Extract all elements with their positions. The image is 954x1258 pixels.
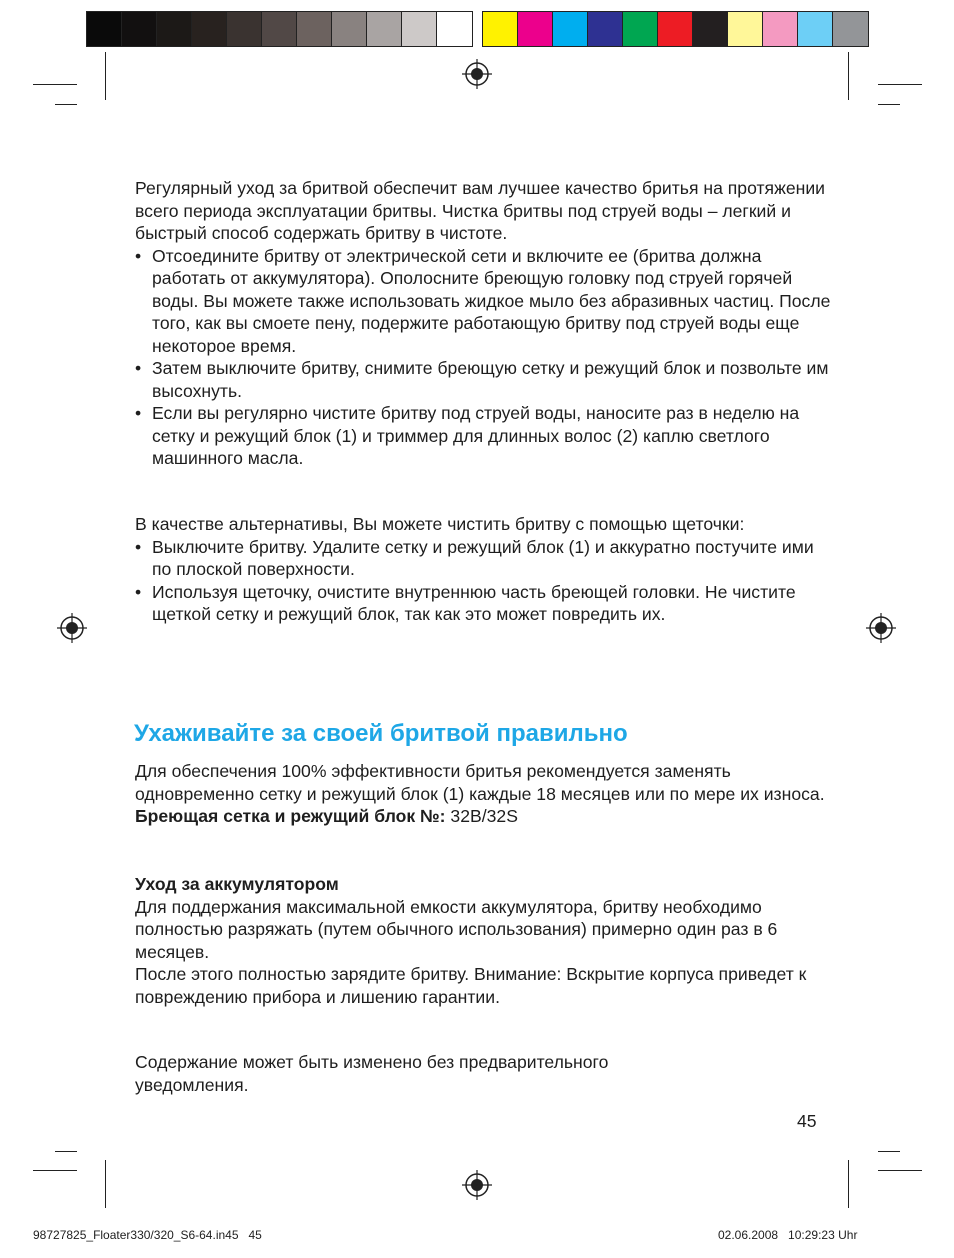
color-swatch (693, 12, 728, 46)
cleaning-intro: Регулярный уход за бритвой обеспечит вам лучшее качество бритья на протяжении всего периода эксплуатации бритвы. Чистка бритвы под струей воды – легкий и быстрый способ содержать бритву в чистоте. (135, 178, 825, 243)
color-swatch (763, 12, 798, 46)
part-number-value: 32B/32S (445, 806, 518, 826)
crop-mark (878, 1170, 922, 1171)
registration-mark-icon (462, 59, 492, 89)
color-swatch (227, 12, 262, 46)
color-swatch (833, 12, 868, 46)
color-swatch (192, 12, 227, 46)
color-swatch (728, 12, 763, 46)
crop-mark (848, 52, 849, 100)
battery-warning: После этого полностью зарядите бритву. Внимание: Вскрытие корпуса приведет к повреждению прибора и лишению гарантии. (135, 964, 807, 1007)
crop-mark (55, 104, 77, 105)
change-notice: Содержание может быть изменено без предварительного уведомления. (135, 1052, 609, 1095)
cleaning-steps (135, 245, 835, 470)
footer-file-info: 98727825_Floater330/320_S6-64.in45 45 (33, 1228, 262, 1242)
crop-mark (33, 1170, 77, 1171)
registration-mark-icon (57, 613, 87, 643)
crop-mark (105, 1160, 106, 1208)
color-swatch (157, 12, 192, 46)
list-item: • Если вы регулярно чистите бритву под струей воды, наносите раз в неделю на сетку и режущий блок (1) и триммер для длинных волос (2) каплю светлого машинного масла. (135, 402, 835, 470)
color-swatch (367, 12, 402, 46)
footer-timestamp: 02.06.2008 10:29:23 Uhr (718, 1228, 858, 1242)
registration-mark-icon (462, 1170, 492, 1200)
color-swatch (297, 12, 332, 46)
part-number-label: Бреющая сетка и режущий блок №: (135, 806, 446, 826)
brush-cleaning-section (135, 513, 835, 626)
cleaning-section (135, 177, 835, 470)
color-swatch (658, 12, 693, 46)
list-item: • Затем выключите бритву, снимите бреющую сетку и режущий блок и позвольте им высохнуть. (135, 357, 835, 402)
color-swatch (87, 12, 122, 46)
color-swatch (798, 12, 833, 46)
battery-heading: Уход за аккумулятором (135, 874, 339, 894)
list-item: • Используя щеточку, очистите внутреннюю часть бреющей головки. Не чистите щеткой сетку и режущий блок, так как это может повредить их. (135, 581, 835, 626)
grayscale-color-bar (86, 11, 473, 47)
color-swatch (437, 12, 472, 46)
crop-mark (878, 84, 922, 85)
battery-text: Для поддержания максимальной емкости аккумулятора, бритву необходимо полностью разряжать (путем обычного использования) примерно один раз в 6 месяцев. (135, 896, 778, 962)
crop-mark (55, 1151, 77, 1152)
color-swatch (262, 12, 297, 46)
notice-section (135, 1051, 715, 1096)
color-swatch (588, 12, 623, 46)
process-color-bar (482, 11, 869, 47)
crop-mark (878, 104, 900, 105)
crop-mark (848, 1160, 849, 1208)
crop-mark (878, 1151, 900, 1152)
color-swatch (623, 12, 658, 46)
battery-section (135, 873, 835, 1008)
brush-intro: В качестве альтернативы, Вы можете чистить бритву с помощью щеточки: (135, 514, 745, 534)
color-swatch (402, 12, 437, 46)
color-swatch (122, 12, 157, 46)
list-item: • Отсоедините бритву от электрической сети и включите ее (бритва должна работать от аккумулятора). Ополосните бреющую головку под струей горячей воды. Вы можете также использовать жидкое мыло без абразивных частиц. После того, как вы смоете пену, подержите работающую бритву под струей воды еще некоторое время. (135, 245, 835, 358)
color-swatch (483, 12, 518, 46)
color-swatch (332, 12, 367, 46)
brush-steps (135, 536, 835, 626)
section-heading: Ухаживайте за своей бритвой правильно (134, 720, 628, 747)
crop-mark (33, 84, 77, 85)
part-number-line (135, 805, 835, 828)
color-swatch (518, 12, 553, 46)
care-section (135, 760, 835, 828)
page-number: 45 (797, 1111, 817, 1131)
care-text: Для обеспечения 100% эффективности бритья рекомендуется заменять одновременно сетку и режущий блок (1) каждые 18 месяцев или по мере их износа. (135, 761, 825, 804)
registration-mark-icon (866, 613, 896, 643)
crop-mark (105, 52, 106, 100)
list-item: • Выключите бритву. Удалите сетку и режущий блок (1) и аккуратно постучите ими по плоской поверхности. (135, 536, 835, 581)
color-swatch (553, 12, 588, 46)
